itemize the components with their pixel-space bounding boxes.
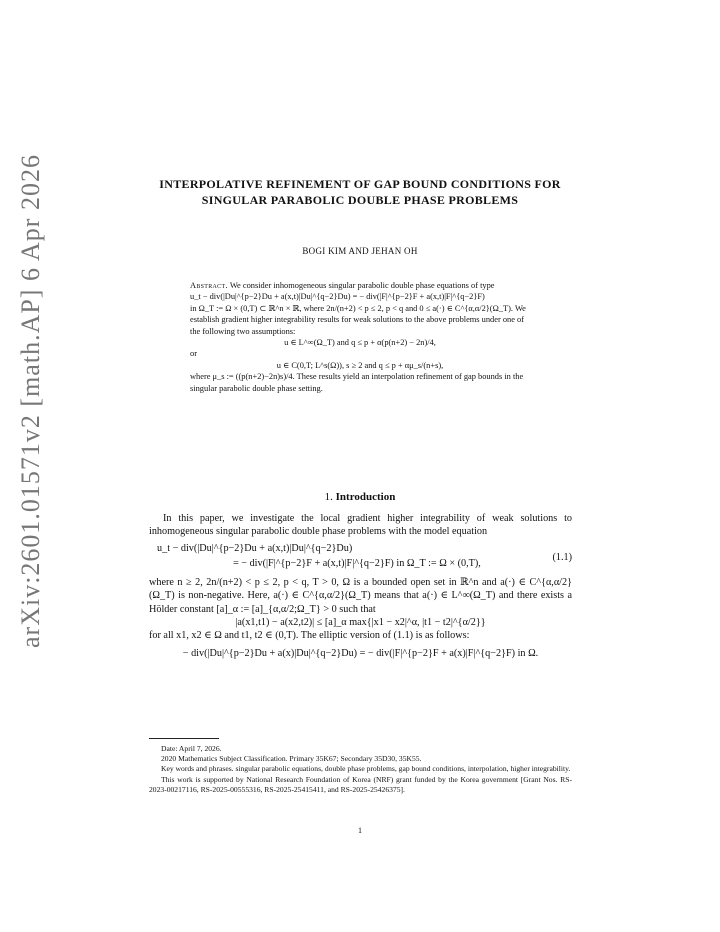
- equation-line-2: = − div(|F|^{p−2}F + a(x,t)|F|^{q−2}F) in Ω_T := Ω × (0,T),: [233, 557, 481, 569]
- elliptic-intro-text: for all x1, x2 ∈ Ω and t1, t2 ∈ (0,T). The elliptic version of (1.1) is as follows:: [149, 630, 470, 642]
- equation-line-1: u_t − div(|Du|^{p−2}Du + a(x,t)|Du|^{q−2}Du): [157, 542, 353, 554]
- equation-1-1: [149, 542, 572, 574]
- page-number: 1: [358, 826, 362, 835]
- abstract-domain: in Ω_T := Ω × (0,T) ⊂ ℝ^n × ℝ, where 2n/(n+2) < p ≤ 2, p < q and 0 ≤ a(·) ∈ C^{α,α/2}(Ω_T). We establish gradient higher integrability results for weak solutions to the above problems under one of the following two assumptions:: [190, 303, 526, 336]
- elliptic-equation: − div(|Du|^{p−2}Du + a(x)|Du|^{q−2}Du) = − div(|F|^{p−2}F + a(x)|F|^{q−2}F) in Ω.: [182, 647, 539, 659]
- footnote-date: Date: April 7, 2026.: [161, 744, 222, 753]
- footnotes: [149, 744, 572, 795]
- elliptic-intro: [149, 629, 572, 642]
- holder-condition: |a(x1,t1) − a(x2,t2)| ≤ [a]_α max{|x1 − x2|^α, |t1 − t2|^{α/2}}: [235, 617, 486, 629]
- paper-title: INTERPOLATIVE REFINEMENT OF GAP BOUND CONDITIONS FOR SINGULAR PARABOLIC DOUBLE PHASE PROBLEMS: [159, 177, 561, 207]
- abstract-intro: We consider inhomogeneous singular parabolic double phase equations of type: [229, 281, 495, 290]
- abstract-label: Abstract.: [190, 281, 228, 290]
- footnote-funding: This work is supported by National Research Foundation of Korea (NRF) grant funded by the Korea government [Grant Nos. RS-2023-00217116, RS-2025-00555316, RS-2025-25415411, and RS-2025-25426375].: [149, 774, 572, 794]
- body-text: [149, 512, 572, 660]
- conditions-paragraph: where n ≥ 2, 2n/(n+2) < p ≤ 2, p < q, T > 0, Ω is a bounded open set in ℝ^n and a(·) ∈ C^{α,α/2}(Ω_T) is non-negative. Here, a(·) ∈ C^{α,α/2}(Ω_T) means that a(·) ∈ L^∞(Ω_T) and there exists a Hölder constant [a]_α := [a]_{α,α/2;Ω_T} > 0 such that: [149, 576, 572, 615]
- abstract-or: or: [190, 349, 197, 359]
- footnote-keywords: Key words and phrases. singular parabolic equations, double phase problems, gap bound conditions, interpolation, higher integrability.: [161, 764, 571, 774]
- footnote-msc: 2020 Mathematics Subject Classification. Primary 35K67; Secondary 35D30, 35K55.: [161, 754, 422, 764]
- abstract-closing: where μ_s := ((p(n+2)−2n)s)/4. These results yield an interpolation refinement of gap bounds in the singular parabolic double phase setting.: [190, 372, 524, 393]
- abstract-equation: u_t − div(|Du|^{p−2}Du + a(x,t)|Du|^{q−2}Du) = − div(|F|^{p−2}F + a(x,t)|F|^{q−2}F): [190, 292, 485, 302]
- paper-authors: BOGI KIM AND JEHAN OH: [302, 246, 418, 256]
- abstract-assumption-2: u ∈ C(0,T; L^s(Ω)), s ≥ 2 and q ≤ p + αμ_s/(n+s),: [276, 360, 444, 370]
- abstract-assumption-1: u ∈ L^∞(Ω_T) and q ≤ p + α(p(n+2) − 2n)/4,: [284, 338, 436, 348]
- section-heading: [150, 491, 570, 503]
- arxiv-stamp: arXiv:2601.01571v2 [math.AP] 6 Apr 2026: [16, 154, 45, 648]
- abstract: [190, 280, 530, 394]
- equation-number: (1.1): [552, 551, 572, 563]
- section-number: 1.: [324, 491, 333, 503]
- footnote-rule: [149, 738, 219, 739]
- section-title: Introduction: [335, 491, 396, 503]
- intro-paragraph: In this paper, we investigate the local gradient higher integrability of weak solutions to inhomogeneous singular parabolic double phase problems with the model equation: [149, 513, 572, 538]
